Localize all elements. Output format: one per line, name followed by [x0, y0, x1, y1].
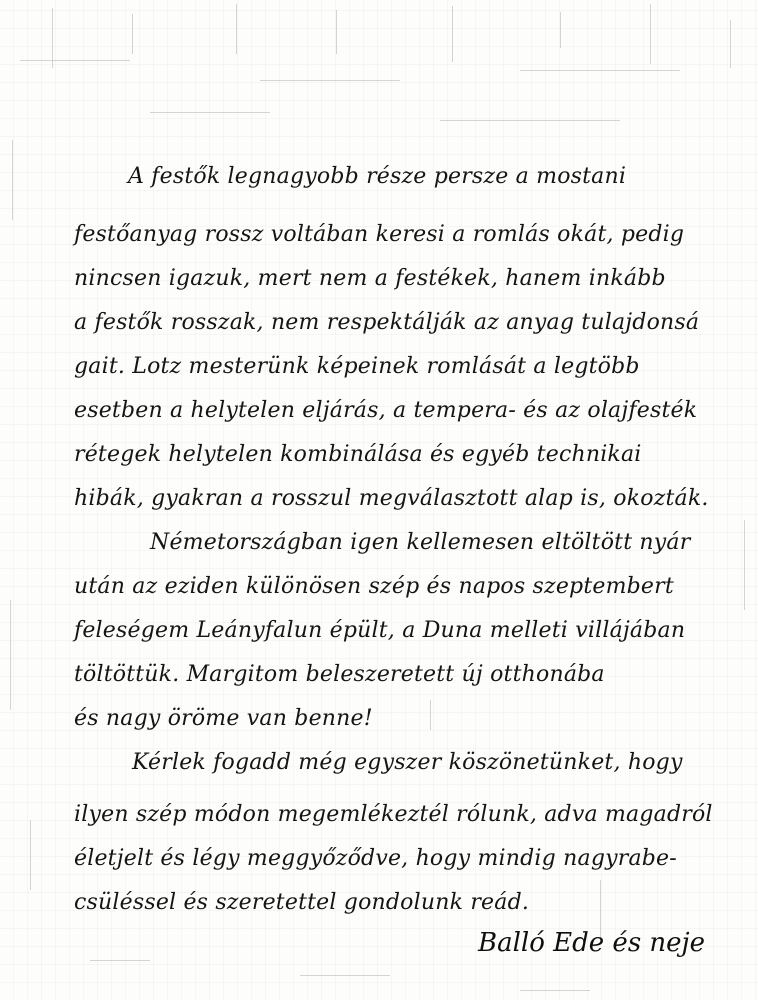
letter-line: feleségem Leányfalun épült, a Duna melleti villájában — [74, 618, 686, 643]
letter-line: Kérlek fogadd még egyszer köszönetünket, hogy — [132, 750, 683, 775]
letter-line: életjelt és légy meggyőződve, hogy mindig nagyrabe- — [74, 846, 677, 871]
letter-line: után az eziden különösen szép és napos szeptembert — [74, 574, 674, 599]
letter-line: és nagy öröme van benne! — [74, 706, 373, 731]
letter-line: ilyen szép módon megemlékeztél rólunk, adva magadról — [74, 802, 713, 827]
letter-line: Németországban igen kellemesen eltöltött nyár — [150, 530, 691, 555]
letter-line: rétegek helytelen kombinálása és egyéb technikai — [74, 442, 642, 467]
letter-line: festőanyag rossz voltában keresi a romlás okát, pedig — [74, 222, 685, 247]
letter-line: nincsen igazuk, mert nem a festékek, hanem inkább — [74, 266, 666, 291]
letter-line: csüléssel és szeretettel gondolunk reád. — [74, 890, 530, 915]
letter-line: gait. Lotz mesterünk képeinek romlását a legtöbb — [74, 354, 640, 379]
letter-line: esetben a helytelen eljárás, a tempera- és az olajfesték — [74, 398, 698, 423]
letter-line: A festők legnagyobb része persze a mostani — [128, 164, 627, 189]
signature: Balló Ede és neje — [478, 928, 706, 958]
letter-line: hibák, gyakran a rosszul megválasztott alap is, okozták. — [74, 486, 709, 511]
letter-line: töltöttük. Margitom beleszeretett új otthonába — [74, 662, 605, 687]
letter-line: a festők rosszak, nem respektálják az anyag tulajdonsá — [74, 310, 700, 335]
